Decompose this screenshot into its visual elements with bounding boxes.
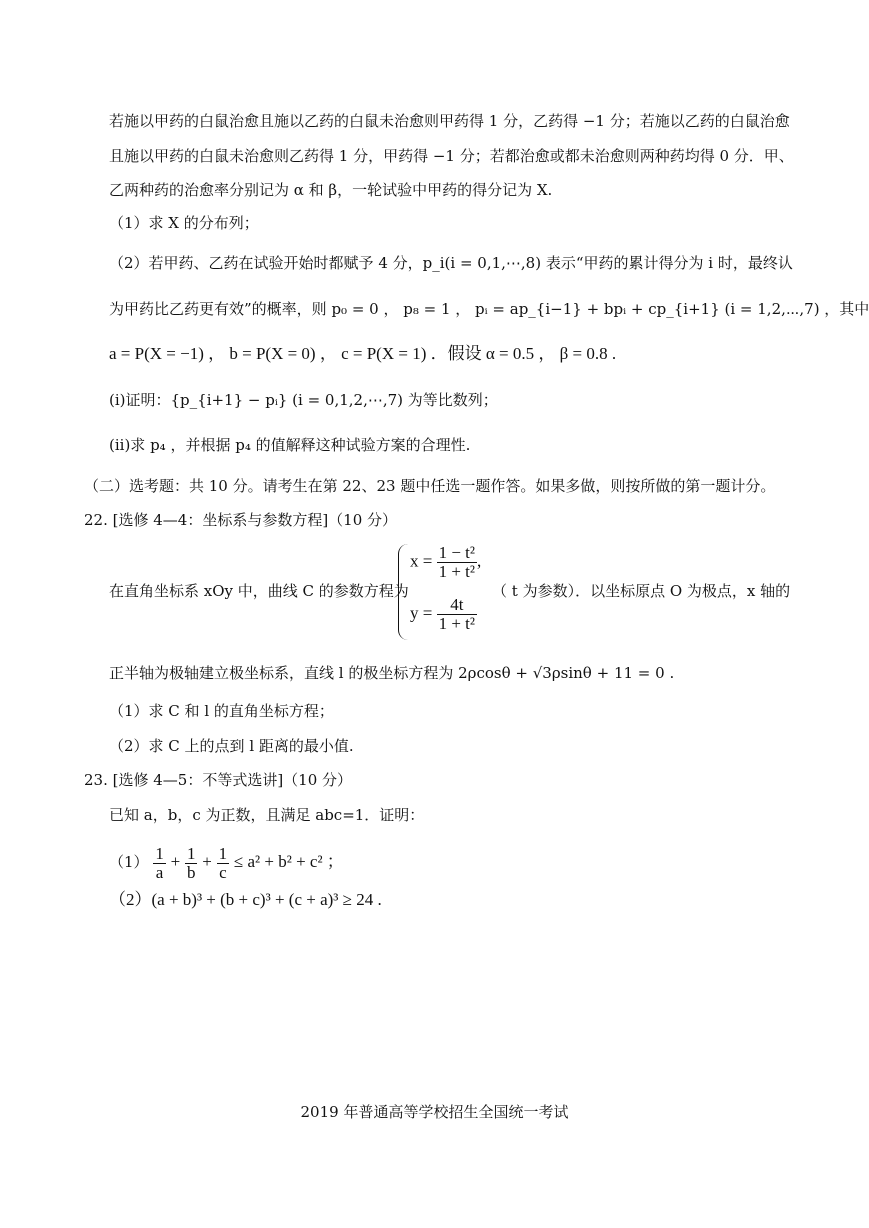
q21-part2-line2: 为甲药比乙药更有效”的概率，则 p₀ = 0 ， p₈ = 1 ， pᵢ = ap_{i−1} + bpᵢ + cp_{i+1} (i = 1,2,⋯,7) ，其中 <box>109 300 869 318</box>
x-denominator: 1 + t² <box>438 562 476 581</box>
y-fraction <box>437 596 477 633</box>
q23-intro: 已知 a，b，c 为正数，且满足 abc=1．证明： <box>109 806 425 824</box>
q21-sub-ii: (ii)求 p₄ ，并根据 p₄ 的值解释这种试验方案的合理性. <box>109 436 471 454</box>
paragraph-line-1: 若施以甲药的白鼠治愈且施以乙药的白鼠未治愈则甲药得 1 分，乙药得 −1 分；若施以乙药的白鼠治愈 <box>109 112 790 130</box>
q22-part1: （1）求 C 和 l 的直角坐标方程； <box>109 702 334 720</box>
q21-part2-line1: （2）若甲药、乙药在试验开始时都赋予 4 分，p_i(i = 0,1,⋯,8) 表示“甲药的累计得分为 i 时，最终认 <box>109 254 793 272</box>
denominator: a <box>155 862 164 882</box>
q23-part1 <box>109 842 344 882</box>
q23-part1-rhs: ≤ a² + b² + c² ； <box>233 852 344 871</box>
y-numerator: 4t <box>437 596 477 615</box>
q23-part1-label: （1） <box>109 853 149 871</box>
q21-part1: （1）求 X 的分布列； <box>109 214 259 232</box>
q21-part2-line3: a = P(X = −1) ， b = P(X = 0) ， c = P(X = 1) ．假设 α = 0.5 ， β = 0.8 . <box>109 344 617 363</box>
x-lhs: x = <box>410 551 433 571</box>
q22-param-note: （ t 为参数）．以坐标原点 O 为极点，x 轴的 <box>492 582 791 600</box>
q23-title: 23. [选修 4—5：不等式选讲]（10 分） <box>84 771 353 789</box>
x-comma: , <box>477 551 482 571</box>
y-lhs: y = <box>410 603 433 623</box>
numerator: 1 <box>218 843 228 863</box>
denominator: b <box>186 862 196 882</box>
x-numerator: 1 − t² <box>438 543 476 562</box>
plus-sign: + <box>202 852 212 871</box>
plus-sign: + <box>170 852 181 871</box>
numerator: 1 <box>155 843 164 863</box>
page-footer: 2019 年普通高等学校招生全国统一考试 <box>300 1103 569 1121</box>
q22-intro: 在直角坐标系 xOy 中，曲线 C 的参数方程为 <box>109 582 409 600</box>
x-fraction <box>437 544 477 581</box>
q22-line2: 正半轴为极轴建立极坐标系，直线 l 的极坐标方程为 2ρcosθ + √3ρsinθ + 11 = 0 . <box>109 664 675 682</box>
q21-sub-i: (i)证明：{p_{i+1} − pᵢ} (i = 0,1,2,⋯,7) 为等比数列； <box>109 391 498 409</box>
q22-title: 22. [选修 4—4：坐标系与参数方程]（10 分） <box>84 511 398 529</box>
elective-note: （二）选考题：共 10 分。请考生在第 22、23 题中任选一题作答。如果多做，则按所做的第一题计分。 <box>84 477 776 495</box>
frac-1-over-a <box>153 845 166 882</box>
frac-1-over-b <box>185 845 198 882</box>
numerator: 1 <box>186 843 196 863</box>
paragraph-line-2: 且施以甲药的白鼠未治愈则乙药得 1 分，甲药得 −1 分；若都治愈或都未治愈则两种药均得 0 分．甲、 <box>109 147 794 165</box>
q23-part2: （2）(a + b)³ + (b + c)³ + (c + a)³ ≥ 24 . <box>109 890 382 909</box>
y-denominator: 1 + t² <box>438 614 476 633</box>
frac-1-over-c <box>217 845 230 882</box>
q22-part2: （2）求 C 上的点到 l 距离的最小值. <box>109 737 354 755</box>
left-brace <box>398 544 409 640</box>
denominator: c <box>219 862 227 882</box>
paragraph-line-3: 乙两种药的治愈率分别记为 α 和 β，一轮试验中甲药的得分记为 X. <box>109 181 553 199</box>
